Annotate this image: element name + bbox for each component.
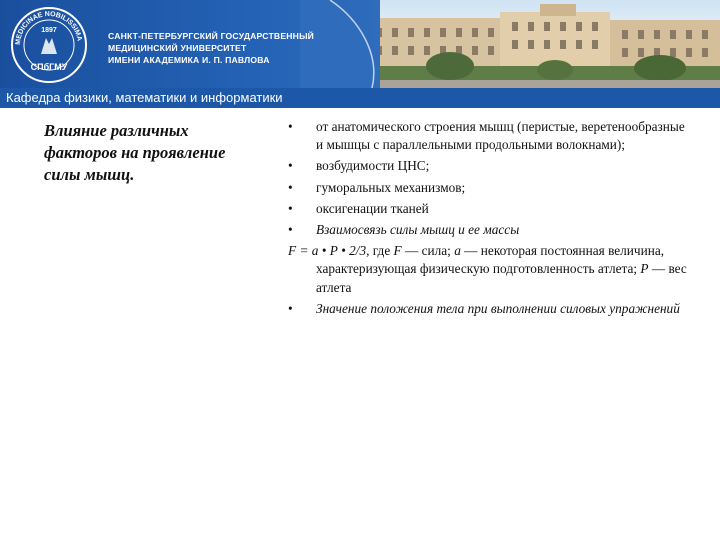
department-name: Кафедра физики, математики и информатики xyxy=(6,90,283,105)
university-name-line: МЕДИЦИНСКИЙ УНИВЕРСИТЕТ xyxy=(108,43,247,53)
slide-title-line: Влияние различных xyxy=(44,121,189,140)
list-item xyxy=(288,179,688,197)
bullet-marker: • xyxy=(288,119,293,134)
list-item-text: возбудимости ЦНС; xyxy=(316,158,430,174)
formula-text: — вес атлета xyxy=(316,261,687,295)
university-logo xyxy=(10,6,88,84)
formula-expression: F = а • Р • 2/3, xyxy=(288,243,370,259)
slide-header xyxy=(0,0,720,108)
bullet-marker: • xyxy=(288,158,293,174)
slide-title xyxy=(44,120,284,186)
list-item xyxy=(288,300,688,318)
bullet-marker: • xyxy=(288,179,293,195)
bullet-marker: • xyxy=(288,200,293,216)
formula-text: — сила; xyxy=(401,243,455,259)
list-item xyxy=(288,200,688,218)
slide-title-line: факторов на проявление xyxy=(44,143,226,162)
logo-ring-text: MEDICINAE NOBILISSIMA xyxy=(14,10,83,46)
formula-text: — некоторая постоянная величина, характеризующая физическую подготовленность атлета; xyxy=(316,243,665,277)
list-item-text: гуморальных механизмов; xyxy=(316,179,466,195)
bullet-marker: • xyxy=(288,222,293,238)
university-name-line: ИМЕНИ АКАДЕМИКА И. П. ПАВЛОВА xyxy=(108,55,270,65)
university-name xyxy=(108,30,314,66)
list-item-text: от анатомического строения мышц (перистые, веретенообразные и мышцы с параллельными продольными волокнами); xyxy=(316,119,685,153)
formula-symbol: F xyxy=(393,243,402,259)
list-item-text: оксигенации тканей xyxy=(316,200,429,216)
slide-content xyxy=(288,118,688,318)
list-item-text: Взаимосвязь силы мышц и ее массы xyxy=(316,222,520,238)
slide-title-line: силы мышц. xyxy=(44,165,135,184)
list-item xyxy=(288,118,688,154)
formula-text: где xyxy=(369,243,394,259)
university-name-line: САНКТ-ПЕТЕРБУРГСКИЙ ГОСУДАРСТВЕННЫЙ xyxy=(108,31,315,41)
logo-abbr: СПбГМУ xyxy=(30,62,68,72)
bullet-marker: • xyxy=(288,300,293,316)
logo-year: 1897 xyxy=(41,27,57,34)
force-formula xyxy=(288,242,688,297)
formula-symbol: а xyxy=(454,243,461,259)
list-item-text: Значение положения тела при выполнении силовых упражнений xyxy=(316,300,680,316)
list-item xyxy=(288,157,688,175)
list-item xyxy=(288,221,688,239)
formula-symbol: Р xyxy=(640,261,649,277)
